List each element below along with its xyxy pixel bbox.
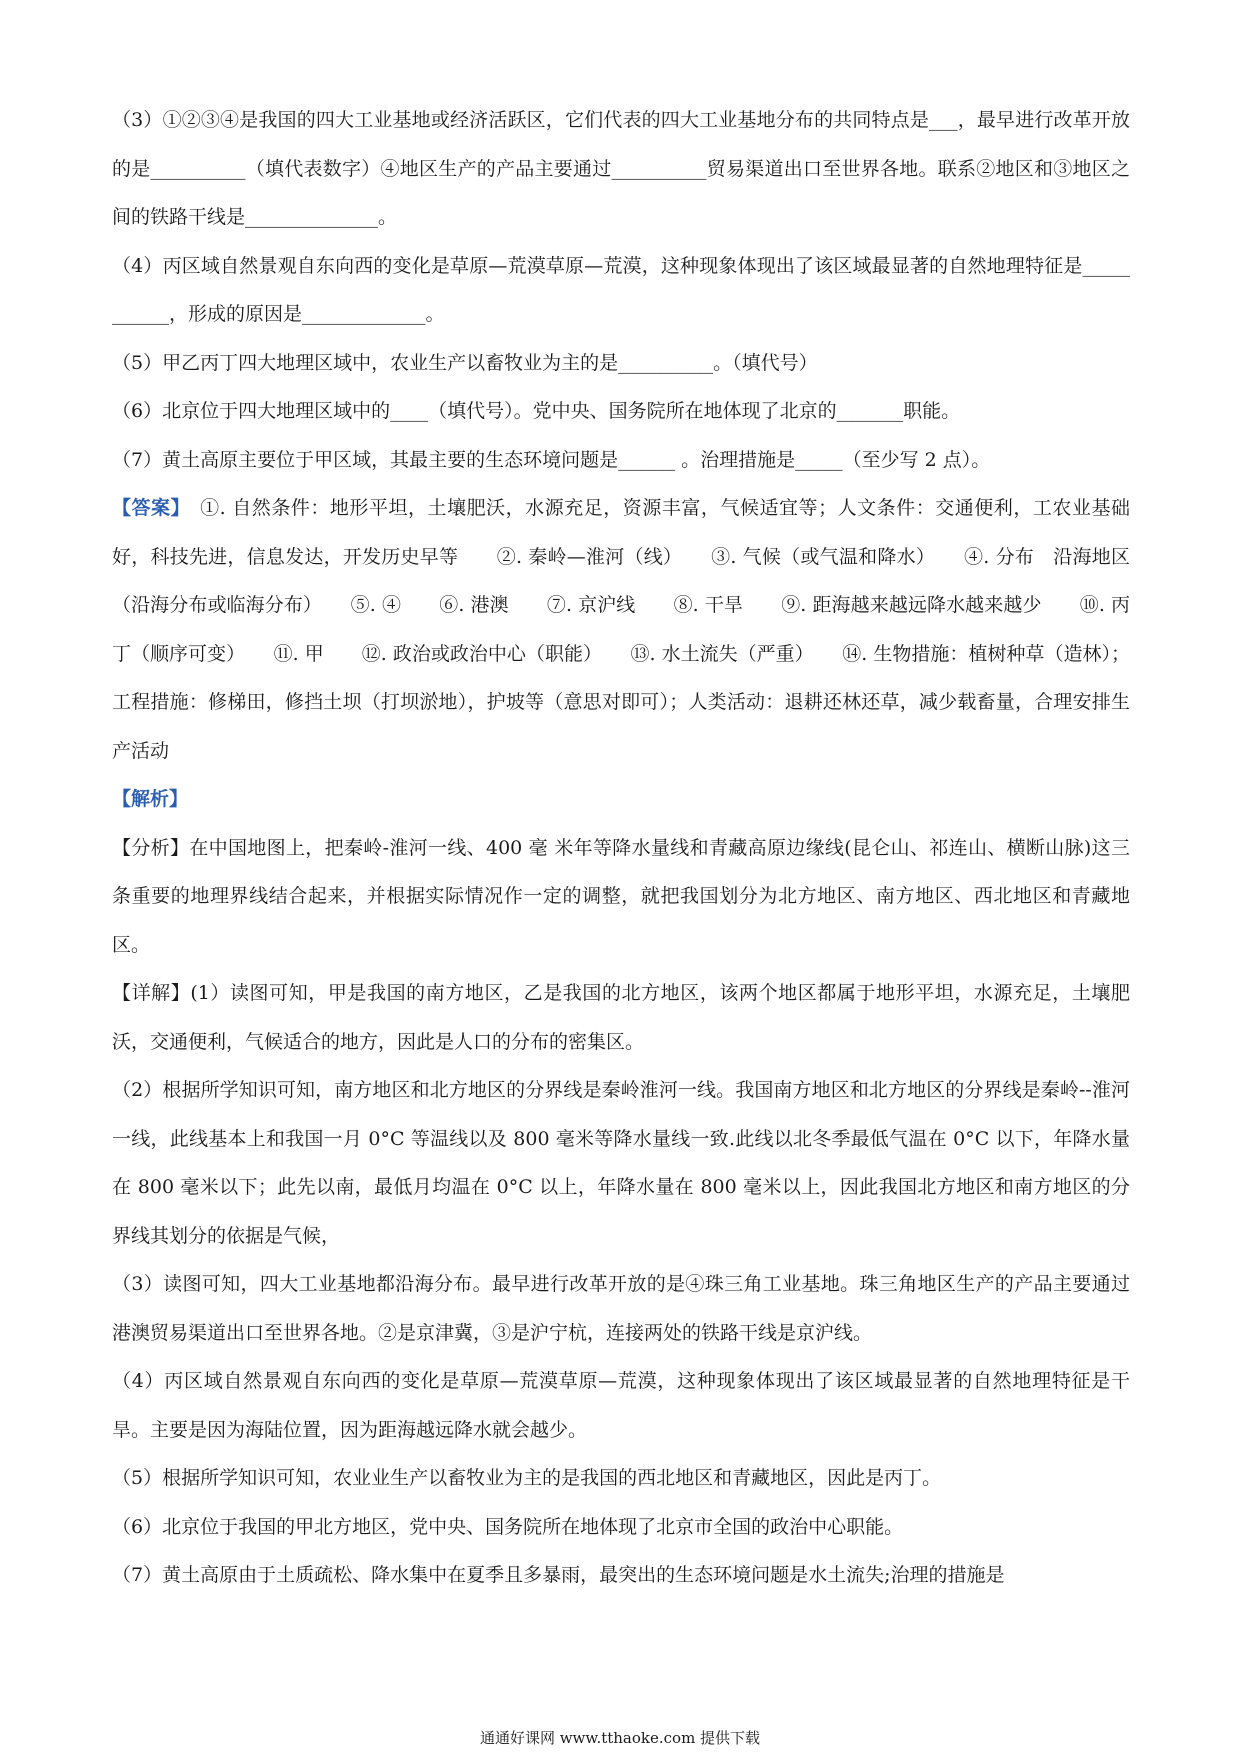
document-page (112, 96, 1130, 1600)
detail-2: （2）根据所学知识可知，南方地区和北方地区的分界线是秦岭淮河一线。我国南方地区和北方地区的分界线是秦岭--淮河一线，此线基本上和我国一月 0°C 等温线以及 800 毫米等降水量线一致.此线以北冬季最低气温在 0°C 以下，年降水量在 800 毫米以下；此先以南，最低月均温在 0°C 以上，年降水量在 800 毫米以上，因此我国北方地区和南方地区的分界线其划分的依据是气候， (112, 1079, 1130, 1247)
detail-1 (112, 969, 1130, 1066)
analysis-tag: 【解析】 (112, 788, 189, 810)
question-5: （5）甲乙丙丁四大地理区域中，农业生产以畜牧业为主的是__________。（填代号） (112, 351, 818, 374)
question-3: （3）①②③④是我国的四大工业基地或经济活跃区，它们代表的四大工业基地分布的共同特点是___，最早进行改革开放的是__________（填代表数字）④地区生产的产品主要通过__________贸易渠道出口至世界各地。联系②地区和③地区之间的铁路干线是______________。 (112, 109, 1130, 228)
fenxi-text: 在中国地图上，把秦岭-淮河一线、400 毫 米年等降水量线和青藏高原边缘线(昆仑山、祁连山、横断山脉)这三条重要的地理界线结合起来，并根据实际情况作一定的调整，就把我国划分为北方地区、南方地区、西北地区和青藏地区。 (112, 836, 1130, 956)
fenxi-block (112, 824, 1130, 970)
detail-5: （5）根据所学知识可知，农业业生产以畜牧业为主的是我国的西北地区和青藏地区，因此是丙丁。 (112, 1467, 942, 1489)
detail-tag: 【详解】 (112, 982, 191, 1004)
answer-block (112, 484, 1130, 775)
question-7: （7）黄土高原主要位于甲区域，其最主要的生态环境问题是______ 。治理措施是_____（至少写 2 点）。 (112, 448, 991, 471)
detail-6: （6）北京位于我国的甲北方地区，党中央、国务院所在地体现了北京市全国的政治中心职能。 (112, 1515, 904, 1538)
detail-4: （4）丙区域自然景观自东向西的变化是草原—荒漠草原—荒漠，这种现象体现出了该区域最显著的自然地理特征是干旱。主要是因为海陆位置，因为距海越远降水就会越少。 (112, 1370, 1130, 1441)
question-4: （4）丙区域自然景观自东向西的变化是草原—荒漠草原—荒漠，这种现象体现出了该区域最显著的自然地理特征是___________，形成的原因是_____________。 (112, 254, 1130, 325)
analysis-heading (112, 775, 1130, 824)
page-footer: 通通好课网 www.tthaoke.com 提供下载 (479, 1729, 761, 1747)
answer-text: ①. 自然条件：地形平坦，土壤肥沃，水源充足，资源丰富，气候适宜等；人文条件：交通便利，工农业基础好，科技先进，信息发达，开发历史早等 ②. 秦岭—淮河（线） ③. 气候（或气温和降水） ④. 分布 沿海地区（沿海分布或临海分布） ⑤. ④ ⑥. 港澳 ⑦. 京沪线 ⑧. 干旱 ⑨. 距海越来越远降水越来越少 ⑩. 丙丁（顺序可变） ⑪. 甲 ⑫. 政治或政治中心（职能） ⑬. 水土流失（严重） ⑭. 生物措施：植树种草（造林）；工程措施：修梯田，修挡土坝（打坝淤地），护坡等（意思对即可）；人类活动：退耕还林还草，减少载畜量，合理安排生产活动 (112, 497, 1130, 762)
answer-tag: 【答案】 (112, 497, 181, 519)
detail-7: （7）黄土高原由于土质疏松、降水集中在夏季且多暴雨，最突出的生态环境问题是水土流失;治理的措施是 (112, 1564, 1005, 1586)
question-6: （6）北京位于四大地理区域中的____（填代号）。党中央、国务院所在地体现了北京的_______职能。 (112, 400, 961, 422)
fenxi-tag: 【分析】 (112, 836, 190, 859)
detail-1-text: (1）读图可知，甲是我国的南方地区，乙是我国的北方地区，该两个地区都属于地形平坦，水源充足，土壤肥沃，交通便利，气候适合的地方，因此是人口的分布的密集区。 (112, 982, 1130, 1053)
detail-3: （3）读图可知，四大工业基地都沿海分布。最早进行改革开放的是④珠三角工业基地。珠三角地区生产的产品主要通过港澳贸易渠道出口至世界各地。②是京津冀，③是沪宁杭，连接两处的铁路干线是京沪线。 (112, 1273, 1130, 1344)
